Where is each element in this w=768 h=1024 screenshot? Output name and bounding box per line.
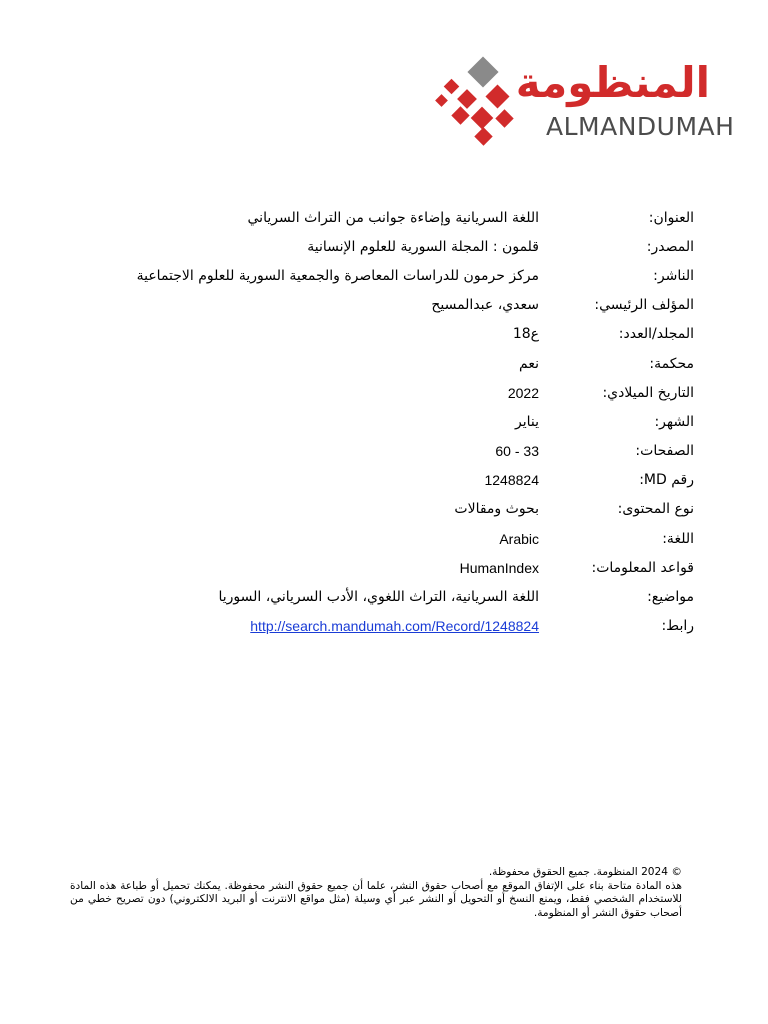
month-label: الشهر: [654, 413, 694, 430]
logo-latin-wordmark: ALMANDUMAH [546, 112, 735, 141]
copyright-notice [70, 866, 682, 920]
content-type-label: نوع المحتوى: [617, 501, 694, 518]
pages-label: الصفحات: [635, 443, 694, 460]
volume-issue-value: ع18 [512, 326, 539, 343]
content-type-value: بحوث ومقالات [454, 501, 539, 518]
md-number-label: رقم MD: [639, 472, 694, 489]
row-gregorian-date [74, 378, 694, 407]
title-label: العنوان: [648, 209, 694, 226]
row-volume-issue [74, 320, 694, 349]
row-databases [74, 553, 694, 582]
pages-value: 33 - 60 [495, 443, 539, 460]
row-md-number [74, 466, 694, 495]
databases-label: قواعد المعلومات: [591, 559, 694, 576]
main-author-label: المؤلف الرئيسي: [594, 297, 694, 314]
publisher-label: الناشر: [653, 267, 694, 284]
volume-issue-label: المجلد/العدد: [618, 326, 694, 343]
language-label: اللغة: [662, 530, 694, 547]
publisher-value: مركز حرمون للدراسات المعاصرة والجمعية السورية للعلوم الاجتماعية [136, 267, 539, 284]
source-label: المصدر: [646, 238, 694, 255]
subjects-value: اللغة السريانية، التراث اللغوي، الأدب السرياني، السوريا [218, 589, 539, 606]
row-main-author [74, 291, 694, 320]
gregorian-date-label: التاريخ الميلادي: [602, 384, 694, 401]
month-value: يناير [514, 413, 539, 430]
link-label: رابط: [661, 618, 694, 635]
row-source [74, 232, 694, 261]
row-content-type [74, 495, 694, 524]
row-title [74, 203, 694, 232]
peer-reviewed-value: نعم [519, 355, 539, 372]
peer-reviewed-label: محكمة: [649, 355, 694, 372]
row-link [74, 612, 694, 641]
main-author-value: سعدي، عبدالمسيح [431, 297, 539, 314]
gregorian-date-value: 2022 [507, 384, 539, 401]
row-publisher [74, 261, 694, 290]
copyright-line: © 2024 المنظومة. جميع الحقوق محفوظة. [488, 866, 682, 878]
record-metadata [74, 203, 694, 641]
subjects-label: مواضيع: [647, 589, 694, 606]
row-subjects [74, 582, 694, 611]
md-number-value: 1248824 [484, 472, 539, 489]
row-peer-reviewed [74, 349, 694, 378]
usage-notice: هذه المادة متاحة بناء على الإتفاق الموقع مع أصحاب حقوق النشر، علما أن جميع حقوق النشر محفوظة. يمكنك تحميل أو طباعة هذه المادة للاستخدام الشخصي فقط، ويمنع النسخ أو التحويل أو النشر عبر أي وسيلة (مثل مواقع الانترنت أو البريد الالكتروني) دون تصريح خطي من أصحاب حقوق النشر أو المنظومة. [70, 879, 682, 919]
source-value: قلمون : المجلة السورية للعلوم الإنسانية [307, 238, 539, 255]
row-pages [74, 437, 694, 466]
row-month [74, 407, 694, 436]
record-link[interactable]: http://search.mandumah.com/Record/1248824 [250, 617, 539, 634]
link-value-cell [74, 618, 539, 635]
language-value: Arabic [499, 530, 539, 547]
logo-arabic-wordmark: المنظومة [515, 58, 710, 107]
databases-value: HumanIndex [459, 559, 539, 576]
row-language [74, 524, 694, 553]
almandumah-logo [432, 55, 735, 150]
title-value: اللغة السريانية وإضاءة جوانب من التراث السرياني [247, 209, 539, 226]
